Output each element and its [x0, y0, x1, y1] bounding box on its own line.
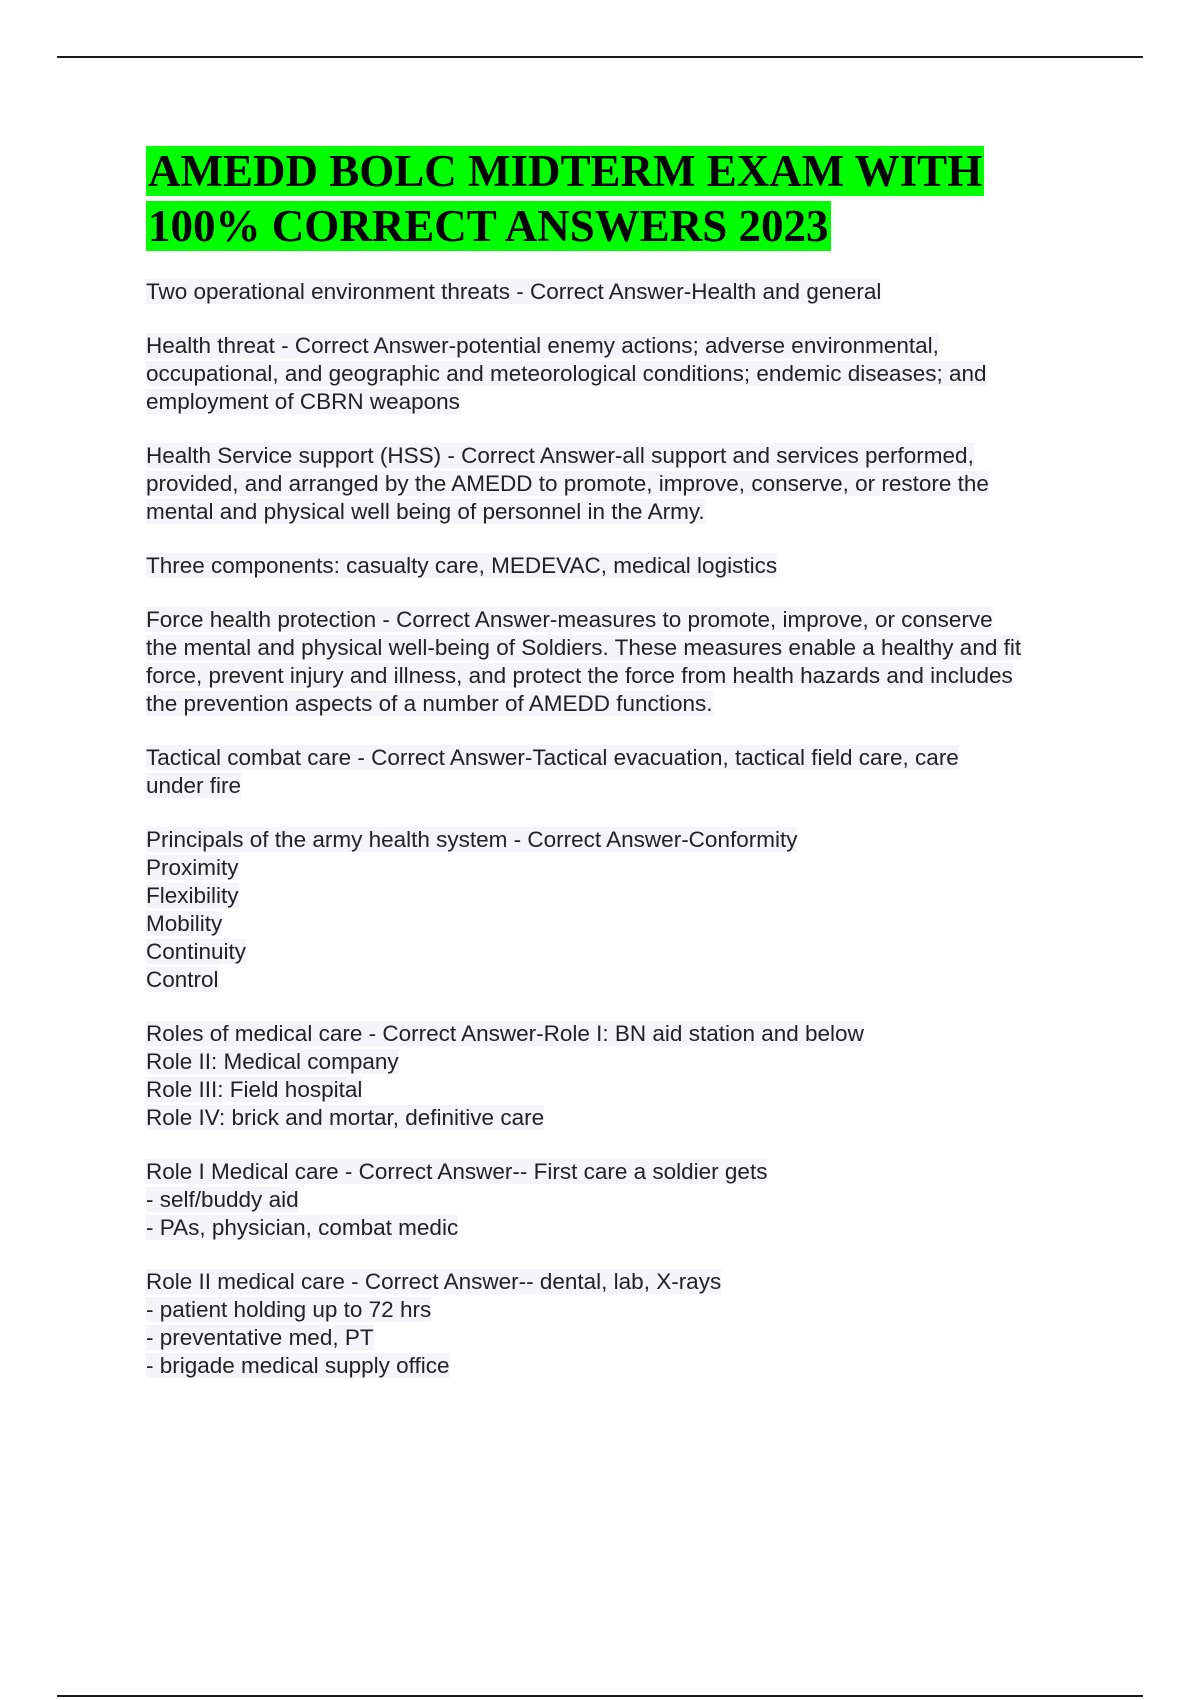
- entry-line: [146, 690, 1106, 718]
- entry-line-text: - patient holding up to 72 hrs: [146, 1297, 432, 1322]
- entry-line-text: Three components: casualty care, MEDEVAC, medical logistics: [146, 553, 778, 578]
- entry-line-text: Health threat - Correct Answer-potential enemy actions; adverse environmental,: [146, 333, 939, 358]
- entry-line-text: Continuity: [146, 939, 247, 964]
- entry-line: [146, 882, 1106, 910]
- qa-entry: [146, 278, 1106, 306]
- document-body: [146, 144, 1106, 1406]
- entry-line-text: provided, and arranged by the AMEDD to promote, improve, conserve, or restore the: [146, 471, 989, 496]
- qa-entry: [146, 1268, 1106, 1380]
- entry-line: [146, 552, 1106, 580]
- entry-line: [146, 1158, 1106, 1186]
- entry-line: [146, 1104, 1106, 1132]
- entry-line-text: mental and physical well being of personnel in the Army.: [146, 499, 705, 524]
- entry-line: [146, 1324, 1106, 1352]
- title-line-2: 100% CORRECT ANSWERS 2023: [148, 201, 829, 251]
- entry-line-text: Role IV: brick and mortar, definitive care: [146, 1105, 545, 1130]
- entry-line-text: - brigade medical supply office: [146, 1353, 450, 1378]
- entry-line: [146, 1214, 1106, 1242]
- document-title: [146, 144, 1106, 254]
- entry-line-text: - self/buddy aid: [146, 1187, 299, 1212]
- entry-line: [146, 1186, 1106, 1214]
- entry-line: [146, 634, 1106, 662]
- entry-line-text: Role II medical care - Correct Answer-- dental, lab, X-rays: [146, 1269, 722, 1294]
- qa-entry-list: [146, 278, 1106, 1380]
- entry-line-text: employment of CBRN weapons: [146, 389, 460, 414]
- entry-line-text: Two operational environment threats - Correct Answer-Health and general: [146, 279, 882, 304]
- entry-line-text: Mobility: [146, 911, 223, 936]
- entry-line-text: Roles of medical care - Correct Answer-Role I: BN aid station and below: [146, 1021, 864, 1046]
- entry-line-text: the mental and physical well-being of Soldiers. These measures enable a healthy and fit: [146, 635, 1022, 660]
- qa-entry: [146, 606, 1106, 718]
- bottom-divider: [57, 1695, 1143, 1697]
- entry-line: [146, 772, 1106, 800]
- entry-line: [146, 938, 1106, 966]
- entry-line: [146, 1268, 1106, 1296]
- entry-line: [146, 1076, 1106, 1104]
- entry-line: [146, 662, 1106, 690]
- entry-line: [146, 910, 1106, 938]
- entry-line-text: Flexibility: [146, 883, 239, 908]
- qa-entry: [146, 826, 1106, 994]
- entry-line-text: Force health protection - Correct Answer-measures to promote, improve, or conserve: [146, 607, 993, 632]
- entry-line-text: the prevention aspects of a number of AMEDD functions.: [146, 691, 713, 716]
- entry-line: [146, 388, 1106, 416]
- qa-entry: [146, 442, 1106, 526]
- entry-line-text: Role II: Medical company: [146, 1049, 399, 1074]
- entry-line-text: - preventative med, PT: [146, 1325, 374, 1350]
- entry-line: [146, 826, 1106, 854]
- qa-entry: [146, 332, 1106, 416]
- entry-line-text: Health Service support (HSS) - Correct Answer-all support and services performed,: [146, 443, 974, 468]
- entry-line: [146, 606, 1106, 634]
- entry-line: [146, 442, 1106, 470]
- entry-line: [146, 854, 1106, 882]
- top-divider: [57, 56, 1143, 58]
- qa-entry: [146, 552, 1106, 580]
- entry-line: [146, 1020, 1106, 1048]
- entry-line: [146, 470, 1106, 498]
- entry-line: [146, 1296, 1106, 1324]
- entry-line: [146, 744, 1106, 772]
- entry-line-text: occupational, and geographic and meteorological conditions; endemic diseases; and: [146, 361, 987, 386]
- entry-line: [146, 1352, 1106, 1380]
- entry-line-text: - PAs, physician, combat medic: [146, 1215, 459, 1240]
- qa-entry: [146, 1020, 1106, 1132]
- qa-entry: [146, 1158, 1106, 1242]
- entry-line: [146, 360, 1106, 388]
- entry-line-text: Tactical combat care - Correct Answer-Tactical evacuation, tactical field care, care: [146, 745, 959, 770]
- entry-line: [146, 966, 1106, 994]
- entry-line-text: Role I Medical care - Correct Answer-- First care a soldier gets: [146, 1159, 768, 1184]
- title-line-1: AMEDD BOLC MIDTERM EXAM WITH: [148, 146, 983, 196]
- entry-line: [146, 332, 1106, 360]
- entry-line-text: Principals of the army health system - Correct Answer-Conformity: [146, 827, 798, 852]
- entry-line: [146, 498, 1106, 526]
- entry-line: [146, 1048, 1106, 1076]
- entry-line-text: Control: [146, 967, 219, 992]
- entry-line-text: under fire: [146, 773, 242, 798]
- entry-line-text: Role III: Field hospital: [146, 1077, 363, 1102]
- entry-line-text: Proximity: [146, 855, 239, 880]
- entry-line: [146, 278, 1106, 306]
- entry-line-text: force, prevent injury and illness, and protect the force from health hazards and includes: [146, 663, 1013, 688]
- qa-entry: [146, 744, 1106, 800]
